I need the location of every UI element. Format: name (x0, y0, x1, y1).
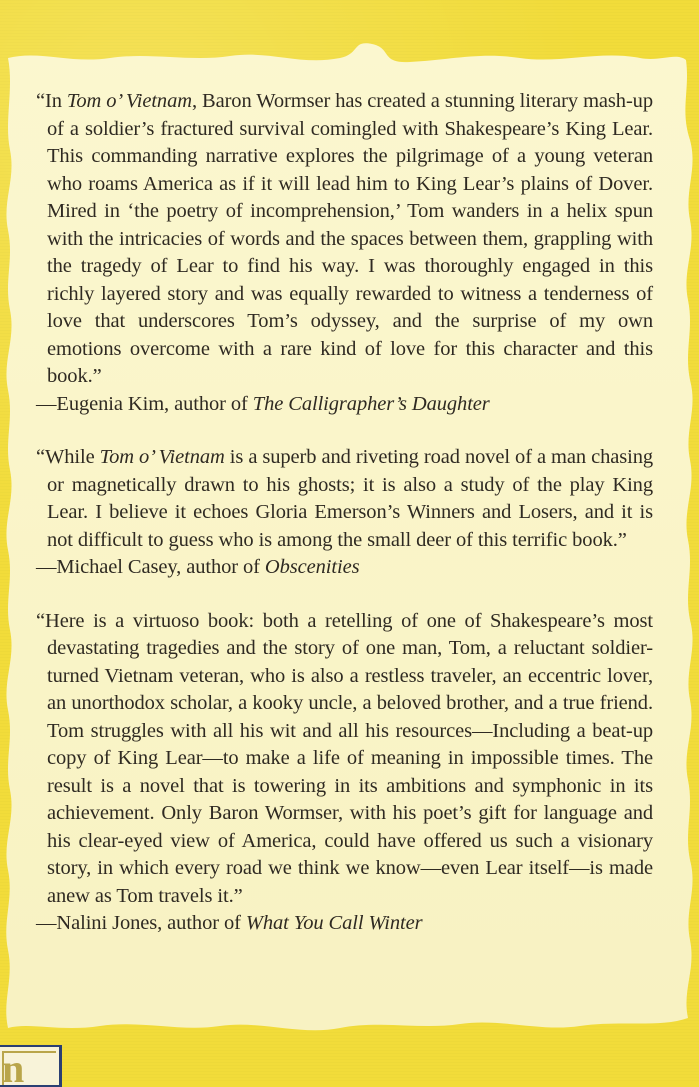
blurbs-container (36, 88, 653, 964)
attribution-book-title: Obscenities (264, 556, 360, 578)
publisher-logo-letter: n (2, 1046, 25, 1087)
blurb-text (36, 444, 653, 554)
blurb-body: is a superb and riveting road novel of a man chasing or magnetically drawn to his ghosts; it is also a study of the play King Lear. I believe it echoes Gloria Emerson’s Winners and Losers, and it is not difficult to guess who is among the small deer of this terrific book.” (47, 446, 653, 551)
blurb-eugenia-kim (36, 88, 653, 418)
attribution-author: —Michael Casey, author of (36, 556, 265, 578)
blurb-michael-casey (36, 444, 653, 582)
book-title: Tom o’ Vietnam (99, 446, 225, 468)
attribution (36, 554, 653, 582)
blurb-body: Here is a virtuoso book: both a retelling of one of Shakespeare’s most devastating tragedies and the story of one man, Tom, a reluctant soldier-turned Vietnam veteran, who is also a restless traveler, an eccentric lover, an unorthodox scholar, a kooky uncle, a beloved brother, and a true friend. Tom struggles with all his wit and all his resources—Including a beat-up copy of King Lear—to make a life of meaning in impossible times. The result is a novel that is towering in its ambitions and symphonic in its achievement. Only Baron Wormser, with his poet’s gift for language and his clear-eyed view of America, could have offered us such a visionary story, in which every road we think we know—even Lear itself—is made anew as Tom travels it.” (45, 609, 653, 907)
attribution-author: —Eugenia Kim, author of (36, 392, 253, 415)
blurb-text (36, 88, 653, 391)
book-title: Tom o’ Vietnam (66, 90, 192, 112)
open-quote: “ (36, 609, 45, 632)
blurb-body: , Baron Wormser has created a stunning literary mash-up of a soldier’s fractured survival comingled with Shakespeare’s King Lear. This commanding narrative explores the pilgrimage of a young veteran who roams America as if it will lead him to King Lear’s plains of Dover. Mired in ‘the poetry of incomprehension,’ Tom wanders in a helix spun with the intricacies of words and the spaces between them, grappling with the tragedy of Lear to find his way. I was thoroughly engaged in this richly layered story and was equally rewarded to witness a tenderness of love that underscores Tom’s odyssey, and the surprise of my own emotions overcome with a rare kind of love for this character and this book.” (47, 90, 653, 387)
attribution-author: —Nalini Jones, author of (36, 912, 246, 934)
open-quote: “While (36, 446, 100, 468)
attribution (36, 391, 653, 419)
open-quote: “In (36, 90, 67, 112)
blurb-text (36, 608, 653, 911)
attribution-book-title: What You Call Winter (245, 912, 423, 934)
attribution (36, 910, 653, 938)
blurb-nalini-jones (36, 608, 653, 938)
attribution-book-title: The Calligrapher’s Daughter (252, 392, 490, 415)
